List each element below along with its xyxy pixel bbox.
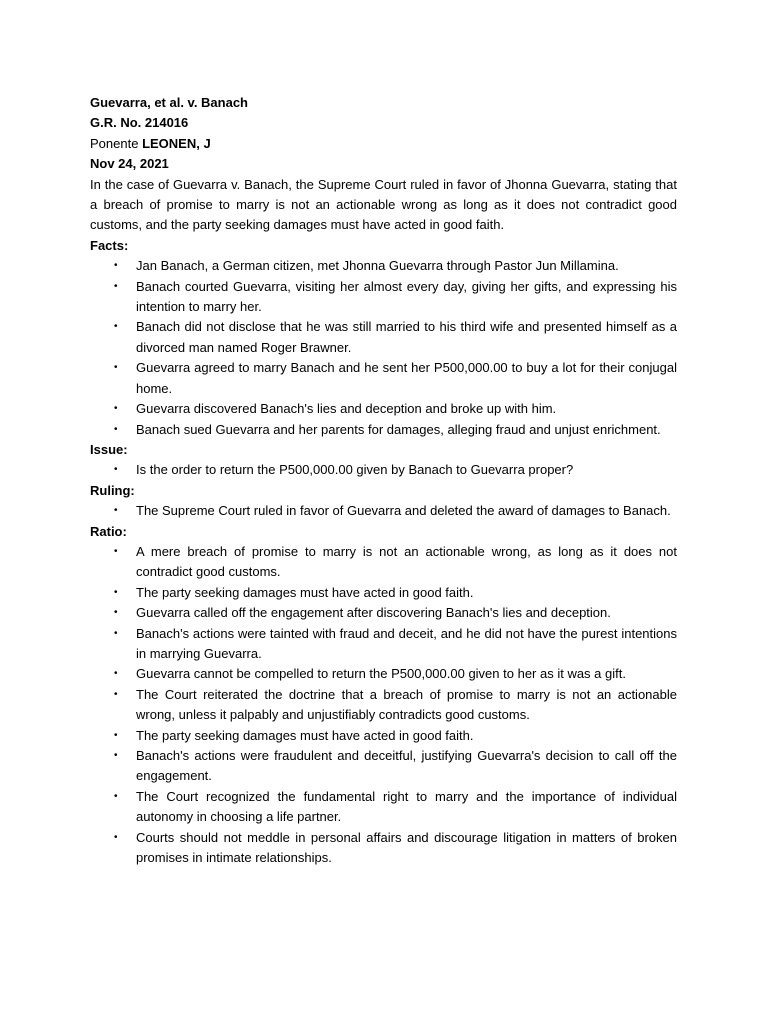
ruling-list — [90, 501, 677, 521]
bullet-icon: • — [114, 627, 118, 639]
ratio-list — [90, 542, 677, 869]
list-item-text: The Court reiterated the doctrine that a breach of promise to marry is not an actionable wrong, unless it palpably and unjustifiably contradicts good customs. — [136, 686, 677, 723]
bullet-icon: • — [114, 668, 118, 680]
issue-heading: Issue: — [90, 441, 128, 457]
list-item — [90, 399, 677, 419]
list-item-text: Guevarra cannot be compelled to return the P500,000.00 given to her as it was a gift. — [136, 666, 626, 682]
facts-heading: Facts: — [90, 237, 129, 253]
list-item-text: Is the order to return the P500,000.00 given by Banach to Guevarra proper? — [136, 462, 574, 478]
bullet-icon: • — [114, 280, 118, 292]
list-item — [90, 685, 677, 726]
list-item-text: Banach's actions were fraudulent and deceitful, justifying Guevarra's decision to call off the engagement. — [136, 748, 677, 784]
list-item-text: Jan Banach, a German citizen, met Jhonna Guevarra through Pastor Jun Millamina. — [136, 258, 619, 274]
list-item — [90, 277, 677, 318]
list-item — [90, 603, 677, 623]
bullet-icon: • — [114, 423, 118, 435]
bullet-icon: • — [114, 545, 118, 557]
list-item-text: Banach sued Guevarra and her parents for damages, alleging fraud and unjust enrichment. — [136, 421, 661, 437]
list-item — [90, 583, 677, 603]
bullet-icon: • — [114, 729, 118, 741]
list-item-text: The party seeking damages must have acted in good faith. — [136, 727, 474, 743]
list-item-text: The Court recognized the fundamental right to marry and the importance of individual autonomy in choosing a life partner. — [136, 788, 677, 825]
list-item-text: Courts should not meddle in personal affairs and discourage litigation in matters of broken promises in intimate relationships. — [136, 829, 677, 866]
bullet-icon: • — [114, 321, 118, 333]
document-page — [90, 93, 677, 868]
list-item — [90, 746, 677, 787]
list-item-text: Banach did not disclose that he was still married to his third wife and presented himself as a divorced man named Roger Brawner. — [136, 319, 677, 355]
decision-date: Nov 24, 2021 — [90, 156, 169, 172]
list-item-text: A mere breach of promise to marry is not an actionable wrong, as long as it does not contradict good customs. — [136, 543, 677, 580]
list-item-text: The party seeking damages must have acted in good faith. — [136, 584, 474, 600]
list-item-text: Banach's actions were tainted with fraud and deceit, and he did not have the purest intentions in marrying Guevarra. — [136, 625, 677, 661]
ponente-label: Ponente — [90, 135, 139, 151]
case-summary: In the case of Guevarra v. Banach, the Supreme Court ruled in favor of Jhonna Guevarra, stating that a breach of promise to marry is not an actionable wrong as long as it does not contradict good customs, and the party seeking damages must have acted in good faith. — [90, 176, 677, 233]
bullet-icon: • — [114, 750, 118, 761]
list-item — [90, 420, 677, 440]
ponente-name: LEONEN, J — [142, 135, 211, 151]
bullet-icon: • — [114, 464, 118, 476]
bullet-icon: • — [114, 403, 118, 415]
bullet-icon: • — [114, 831, 118, 843]
bullet-icon: • — [114, 505, 118, 517]
bullet-icon: • — [114, 586, 118, 598]
list-item-text: Guevarra agreed to marry Banach and he sent her P500,000.00 to buy a lot for their conjugal home. — [136, 360, 677, 396]
ponente-line — [90, 134, 677, 154]
list-item — [90, 501, 677, 521]
ratio-heading: Ratio: — [90, 523, 127, 539]
list-item — [90, 787, 677, 828]
facts-list — [90, 256, 677, 440]
list-item — [90, 664, 677, 684]
list-item — [90, 624, 677, 665]
list-item — [90, 317, 677, 358]
gr-number: G.R. No. 214016 — [90, 115, 189, 131]
list-item — [90, 460, 677, 480]
list-item — [90, 828, 677, 869]
list-item — [90, 358, 677, 399]
list-item-text: Guevarra called off the engagement after discovering Banach's lies and deception. — [136, 605, 611, 621]
list-item-text: Guevarra discovered Banach's lies and deception and broke up with him. — [136, 401, 557, 417]
bullet-icon: • — [114, 362, 118, 374]
bullet-icon: • — [114, 260, 118, 272]
bullet-icon: • — [114, 607, 118, 619]
ruling-heading: Ruling: — [90, 482, 135, 498]
list-item — [90, 256, 677, 276]
bullet-icon: • — [114, 790, 118, 802]
case-title: Guevarra, et al. v. Banach — [90, 95, 248, 110]
list-item-text: The Supreme Court ruled in favor of Guevarra and deleted the award of damages to Banach. — [136, 503, 671, 519]
list-item — [90, 542, 677, 583]
issue-list — [90, 460, 677, 480]
list-item — [90, 726, 677, 746]
bullet-icon: • — [114, 688, 118, 700]
list-item-text: Banach courted Guevarra, visiting her almost every day, giving her gifts, and expressing his intention to marry her. — [136, 278, 677, 315]
